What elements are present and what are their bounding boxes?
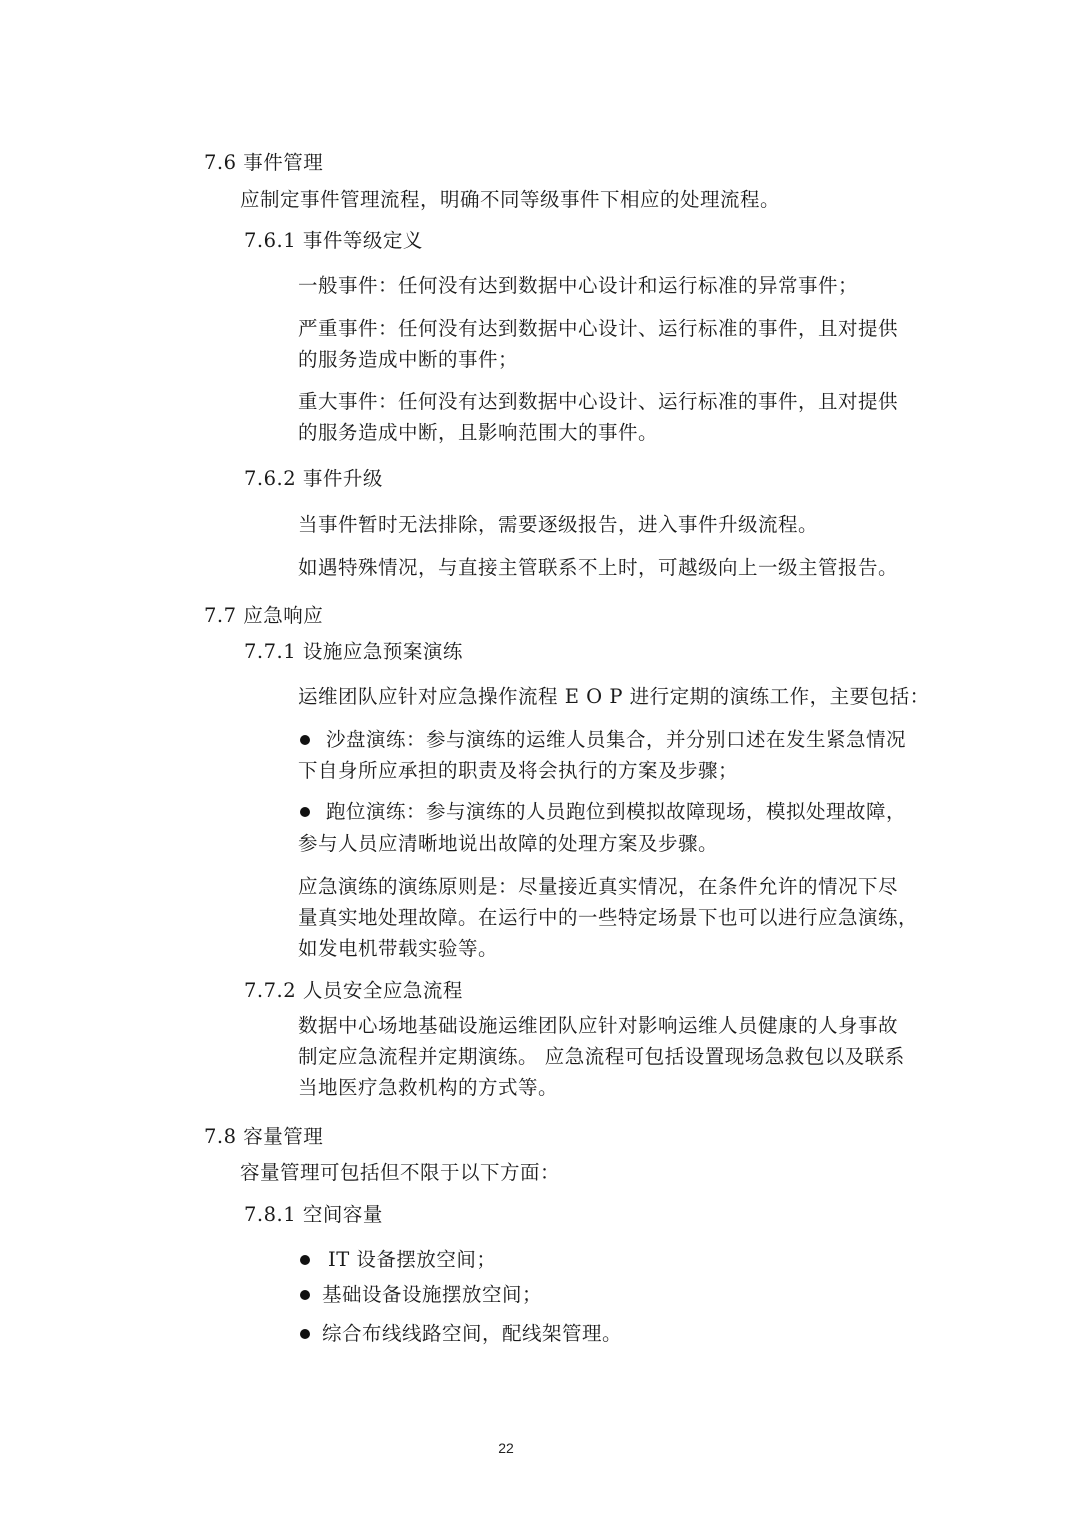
section-intro-7-6: 应制定事件管理流程，明确不同等级事件下相应的处理流程。 — [240, 188, 781, 211]
bullet-icon — [300, 807, 310, 817]
bullet-sandbox-drill-line1: 沙盘演练：参与演练的运维人员集合，并分别口述在发生紧急情况 — [326, 728, 907, 751]
paragraph-drill-principle-line2: 量真实地处理故障。在运行中的一些特定场景下也可以进行应急演练， — [298, 906, 919, 929]
section-intro-7-8: 容量管理可包括但不限于以下方面： — [240, 1161, 561, 1184]
bullet-icon — [300, 1290, 310, 1300]
bullet-sandbox-drill-line2: 下自身所应承担的职责及将会执行的方案及步骤； — [298, 759, 739, 782]
list-item-space: 综合布线线路空间，配线架管理。 — [322, 1322, 623, 1345]
section-heading-7-7: 7.7 应急响应 — [204, 604, 324, 627]
paragraph-drill-principle-line3: 如发电机带载实验等。 — [298, 937, 499, 960]
paragraph-serious-event-line2: 的服务造成中断的事件； — [298, 348, 519, 371]
paragraph-personnel-safety-line1: 数据中心场地基础设施运维团队应针对影响运维人员健康的人身事故 — [298, 1014, 899, 1037]
subsection-heading-7-6-2: 7.6.2 事件升级 — [244, 467, 383, 490]
list-item-space: IT 设备摆放空间； — [328, 1248, 497, 1271]
paragraph-personnel-safety-line2: 制定应急流程并定期演练。 应急流程可包括设置现场急救包以及联系 — [298, 1045, 905, 1068]
subsection-heading-7-7-1: 7.7.1 设施应急预案演练 — [244, 640, 463, 663]
section-heading-7-8: 7.8 容量管理 — [204, 1125, 324, 1148]
paragraph-escalation-1: 当事件暂时无法排除，需要逐级报告，进入事件升级流程。 — [298, 513, 819, 536]
bullet-position-drill-line1: 跑位演练：参与演练的人员跑位到模拟故障现场，模拟处理故障， — [326, 800, 907, 823]
paragraph-general-event: 一般事件：任何没有达到数据中心设计和运行标准的异常事件； — [298, 274, 859, 297]
bullet-position-drill-line2: 参与人员应清晰地说出故障的处理方案及步骤。 — [298, 832, 719, 855]
paragraph-escalation-2: 如遇特殊情况，与直接主管联系不上时，可越级向上一级主管报告。 — [298, 556, 899, 579]
paragraph-drill-intro: 运维团队应针对应急操作流程 E O P 进行定期的演练工作，主要包括： — [298, 685, 930, 708]
paragraph-drill-principle-line1: 应急演练的演练原则是：尽量接近真实情况，在条件允许的情况下尽 — [298, 875, 899, 898]
list-item-space: 基础设备设施摆放空间； — [322, 1283, 543, 1306]
page-number: 22 — [498, 1440, 514, 1456]
section-heading-7-6: 7.6 事件管理 — [204, 151, 324, 174]
bullet-icon — [300, 735, 310, 745]
bullet-icon — [300, 1255, 310, 1265]
paragraph-major-event-line1: 重大事件：任何没有达到数据中心设计、运行标准的事件，且对提供 — [298, 390, 899, 413]
paragraph-serious-event-line1: 严重事件：任何没有达到数据中心设计、运行标准的事件，且对提供 — [298, 317, 899, 340]
paragraph-personnel-safety-line3: 当地医疗急救机构的方式等。 — [298, 1076, 559, 1099]
subsection-heading-7-6-1: 7.6.1 事件等级定义 — [244, 229, 423, 252]
subsection-heading-7-8-1: 7.8.1 空间容量 — [244, 1203, 383, 1226]
subsection-heading-7-7-2: 7.7.2 人员安全应急流程 — [244, 979, 463, 1002]
bullet-icon — [300, 1329, 310, 1339]
paragraph-major-event-line2: 的服务造成中断，且影响范围大的事件。 — [298, 421, 659, 444]
